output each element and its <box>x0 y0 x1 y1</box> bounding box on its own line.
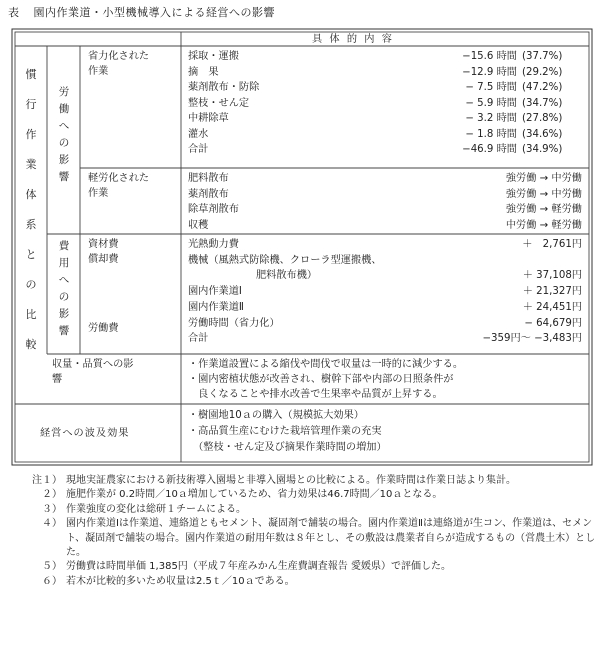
row-item: 合計 <box>188 333 209 345</box>
labor-saving-label-2: 作業 <box>88 66 109 77</box>
row-item: 機械（風熱式防除機、クローラ型運搬機、 <box>188 254 382 266</box>
quality-label: 収量・品質への影 <box>52 359 134 370</box>
note-item <box>20 503 600 517</box>
row-percent: (47.2%) <box>522 82 563 93</box>
note-text: 施肥作業が 0.2時間／10ａ増加しているため、省力効果は46.7時間／10ａとなる。 <box>66 489 443 501</box>
row-change: 強労働 → 中労働 <box>505 173 582 184</box>
quality-line: ・園内密植状態が改善され、樹幹下部や内部の日照条件が <box>188 374 454 385</box>
management-line: ・樹園地10ａの購入（規模拡大効果） <box>188 410 364 421</box>
vertical-char: へ <box>58 120 70 132</box>
row-percent: (37.7%) <box>522 51 563 62</box>
vertical-char: 行 <box>25 98 37 111</box>
row-percent: (34.6%) <box>522 128 563 140</box>
quality-label-2: 響 <box>52 374 63 385</box>
vertical-char: 較 <box>25 338 37 351</box>
row-item: 肥料散布機） <box>256 270 318 282</box>
note-text: 作業強度の変化は総研１チームによる。 <box>66 503 246 515</box>
vertical-char: 響 <box>58 325 70 337</box>
row-value: −15.6 時間 <box>462 51 517 62</box>
labor-cost-label: 労働費 <box>88 323 119 334</box>
light-labor-label-2: 作業 <box>88 188 109 199</box>
management-label: 経営への波及効果 <box>40 428 130 439</box>
row-item: 光熱動力費 <box>188 239 239 250</box>
vertical-char: の <box>58 137 70 149</box>
notes <box>20 474 600 589</box>
management-line: ・高品質生産にむけた栽培管理作業の充実 <box>188 426 382 437</box>
row-item: 園内作業道Ⅱ <box>188 301 244 313</box>
row-item: 除草剤散布 <box>188 204 239 215</box>
labor-saving-label: 省力化された <box>88 51 150 62</box>
row-percent: (27.8%) <box>522 113 563 124</box>
row-change: 中労働 → 軽労働 <box>505 219 582 231</box>
vertical-char: 影 <box>58 308 70 320</box>
vertical-char: の <box>25 278 37 291</box>
vertical-char: 費 <box>58 240 70 252</box>
row-value: − 3.2 時間 <box>465 113 517 124</box>
row-change: 強労働 → 中労働 <box>505 188 582 200</box>
vertical-char: 系 <box>25 218 37 231</box>
row-value: ＋ 2,761円 <box>522 239 582 250</box>
row-item: 園内作業道Ⅰ <box>188 286 242 298</box>
note-text: 若木が比較的多いため収量は2.5ｔ／10ａである。 <box>66 575 295 587</box>
row-item: 収穫 <box>188 219 209 231</box>
vertical-char: 用 <box>58 257 70 269</box>
note-number: ５） <box>42 561 62 573</box>
note-number: ６） <box>42 575 62 587</box>
row-value: ＋ 37,108円 <box>522 270 582 282</box>
note-item <box>20 575 600 589</box>
vertical-char: 業 <box>25 158 37 171</box>
vertical-char: 体 <box>25 188 37 201</box>
vertical-char: 比 <box>25 308 37 321</box>
row-value: −12.9 時間 <box>462 66 517 78</box>
row-item: 労働時間（省力化） <box>188 317 280 329</box>
quality-line: 良くなることや排水改善で生果率や品質が上昇する。 <box>188 389 443 400</box>
note-text: 現地実証農家における新技術導入園場と非導入園場との比較による。作業時間は作業日誌より集計。 <box>66 475 516 486</box>
vertical-char: 慣 <box>25 68 37 81</box>
row-value: ＋ 24,451円 <box>522 301 582 313</box>
row-percent: (34.9%) <box>522 144 563 155</box>
note-number: ３） <box>42 503 62 515</box>
vertical-char: の <box>58 291 70 303</box>
vertical-char: 響 <box>58 171 70 183</box>
row-item: 中耕除草 <box>188 113 229 124</box>
note-number: 注１） <box>32 475 62 486</box>
note-item <box>20 517 600 560</box>
note-item <box>20 474 600 488</box>
content-header: 具 体 的 内 容 <box>312 34 394 45</box>
note-item <box>20 560 600 574</box>
table-caption: 園内作業道・小型機械導入による経営への影響 <box>33 6 275 19</box>
vertical-char: 労 <box>58 86 70 98</box>
row-item: 薬剤散布 <box>188 188 229 200</box>
row-item: 摘 果 <box>188 66 219 78</box>
row-item: 灌水 <box>188 128 209 140</box>
table-label: 表 <box>8 6 20 19</box>
light-labor-label: 軽労化された <box>88 173 150 184</box>
row-item: 合計 <box>188 144 209 155</box>
vertical-char: と <box>25 248 37 261</box>
note-text: 園内作業道Ⅰは作業道、連絡道ともセメント、凝固剤で舗装の場合。園内作業道Ⅱは連絡道が生コン、作業道は、セメント、凝固剤で舗装の場合。園内作業道の耐用年数は８年とし、その敷設は農業者自らが造成するもの（営農土木）とした。 <box>66 518 596 559</box>
row-value: −359円〜 −3,483円 <box>482 333 582 345</box>
note-text: 労働費は時間単価 1,385円（平成７年産みかん生産費調査報告 愛媛県）で評価した。 <box>66 561 451 573</box>
row-value: −46.9 時間 <box>462 144 517 155</box>
note-item <box>20 488 600 502</box>
row-percent: (34.7%) <box>522 97 563 109</box>
row-value: − 64,679円 <box>524 317 582 329</box>
depreciation-label: 償却費 <box>88 254 119 265</box>
note-number: ２） <box>42 489 62 501</box>
vertical-char: へ <box>58 274 70 286</box>
note-number: ４） <box>42 518 62 530</box>
vertical-char: 働 <box>58 103 70 115</box>
row-item: 薬剤散布・防除 <box>188 82 260 93</box>
row-item: 肥料散布 <box>188 173 229 184</box>
row-percent: (29.2%) <box>522 66 563 78</box>
row-item: 採取・運搬 <box>188 51 239 62</box>
row-change: 強労働 → 軽労働 <box>505 204 582 215</box>
row-value: − 5.9 時間 <box>465 97 517 109</box>
row-item: 整枝・せん定 <box>188 97 250 109</box>
vertical-char: 作 <box>25 128 37 141</box>
row-value: − 7.5 時間 <box>465 82 517 93</box>
row-value: − 1.8 時間 <box>465 128 517 140</box>
management-line: （整枝・せん定及び摘果作業時間の増加） <box>188 442 387 453</box>
vertical-char: 影 <box>58 154 70 166</box>
quality-line: ・作業道設置による縮伐や間伐で収量は一時的に減少する。 <box>188 359 464 370</box>
material-cost-label: 資材費 <box>88 239 119 250</box>
row-value: ＋ 21,327円 <box>522 286 582 298</box>
